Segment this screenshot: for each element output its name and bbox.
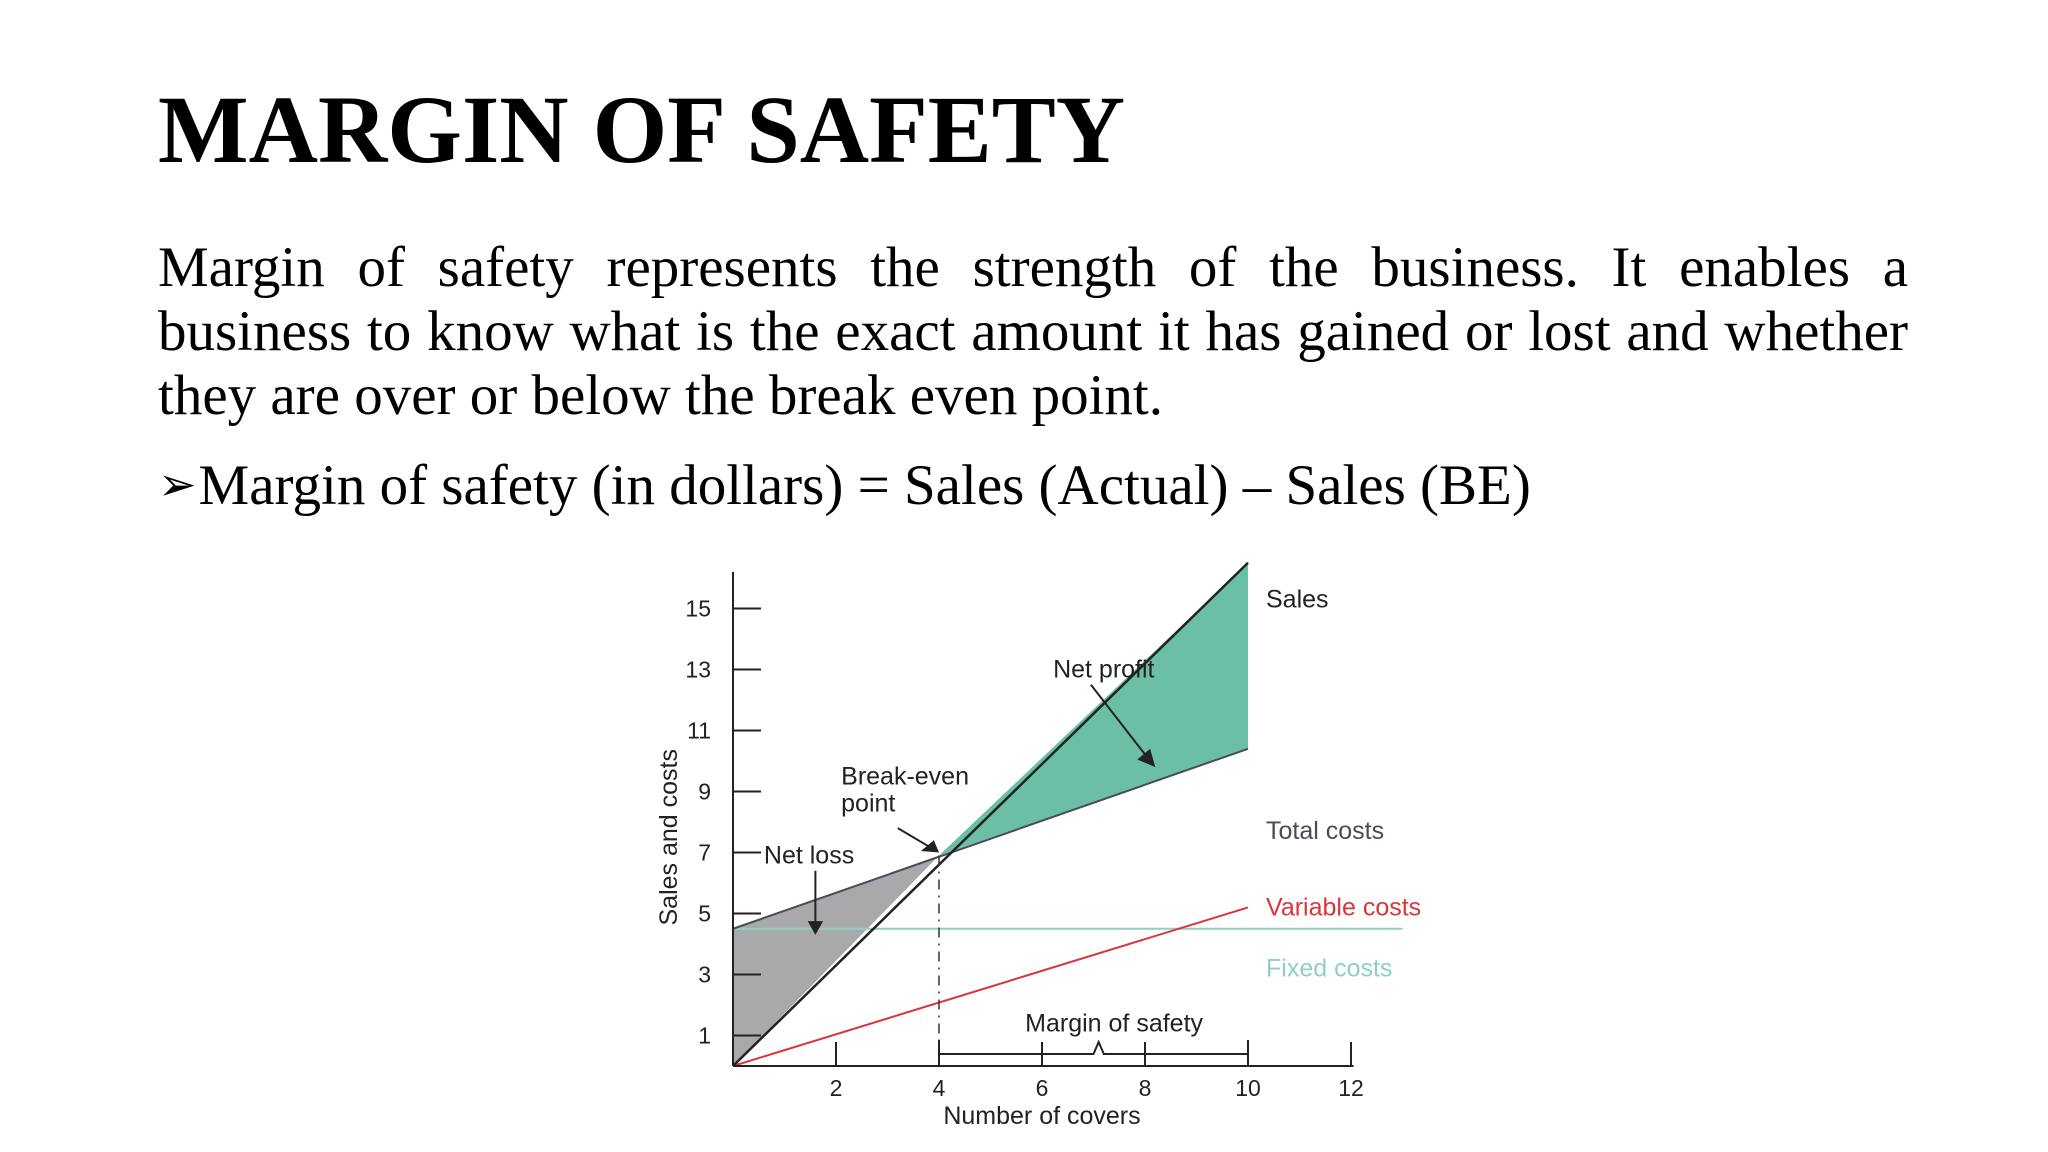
x-axis-title: Number of covers	[943, 1102, 1141, 1130]
slide-body-text: Margin of safety represents the strength of the business. It enables a business to know what is the exact amount it has gained or lost and whether they are over or below the break even point.	[158, 236, 1908, 427]
break-even-label-line1: Break-even	[841, 762, 970, 791]
margin-of-safety-bracket	[939, 1040, 1248, 1054]
net-profit-label: Net profit	[1053, 655, 1155, 684]
y-axis-title: Sales and costs	[655, 749, 683, 926]
fixed-costs-label: Fixed costs	[1266, 954, 1393, 983]
total-costs-label: Total costs	[1266, 817, 1385, 846]
x-tick-label: 6	[1035, 1075, 1049, 1101]
y-tick-label: 3	[698, 961, 711, 988]
y-tick-label: 7	[698, 839, 711, 866]
sales-line	[733, 563, 1248, 1066]
net-loss-label: Net loss	[763, 841, 855, 870]
margin-of-safety-label: Margin of safety	[1025, 1009, 1204, 1038]
x-tick-label: 8	[1138, 1075, 1152, 1101]
y-tick-label: 1	[698, 1022, 711, 1049]
arrow-bullet-icon: ➢	[158, 457, 197, 511]
break-even-label-line2: point	[841, 789, 896, 818]
y-tick-label: 9	[698, 778, 711, 805]
break-even-chart-svg	[625, 540, 1485, 1152]
sales-label: Sales	[1266, 585, 1329, 614]
bullet-point	[158, 452, 1531, 518]
break-even-arrowhead	[921, 840, 939, 852]
x-tick-label: 12	[1338, 1075, 1364, 1101]
bullet-text: Margin of safety (in dollars) = Sales (Actual) – Sales (BE)	[198, 454, 1531, 517]
break-even-pointer	[898, 828, 931, 848]
x-tick-label: 2	[829, 1075, 843, 1101]
variable-costs-label: Variable costs	[1266, 893, 1422, 922]
total-costs-line	[733, 749, 1248, 929]
y-tick-label: 5	[698, 900, 711, 927]
y-tick-label: 13	[685, 656, 711, 683]
slide-title: MARGIN OF SAFETY	[158, 76, 1126, 183]
x-tick-label: 10	[1235, 1075, 1261, 1101]
y-tick-label: 15	[685, 595, 711, 622]
break-even-chart	[625, 540, 1485, 1152]
y-tick-label: 11	[687, 717, 711, 744]
x-tick-label: 4	[932, 1075, 946, 1101]
